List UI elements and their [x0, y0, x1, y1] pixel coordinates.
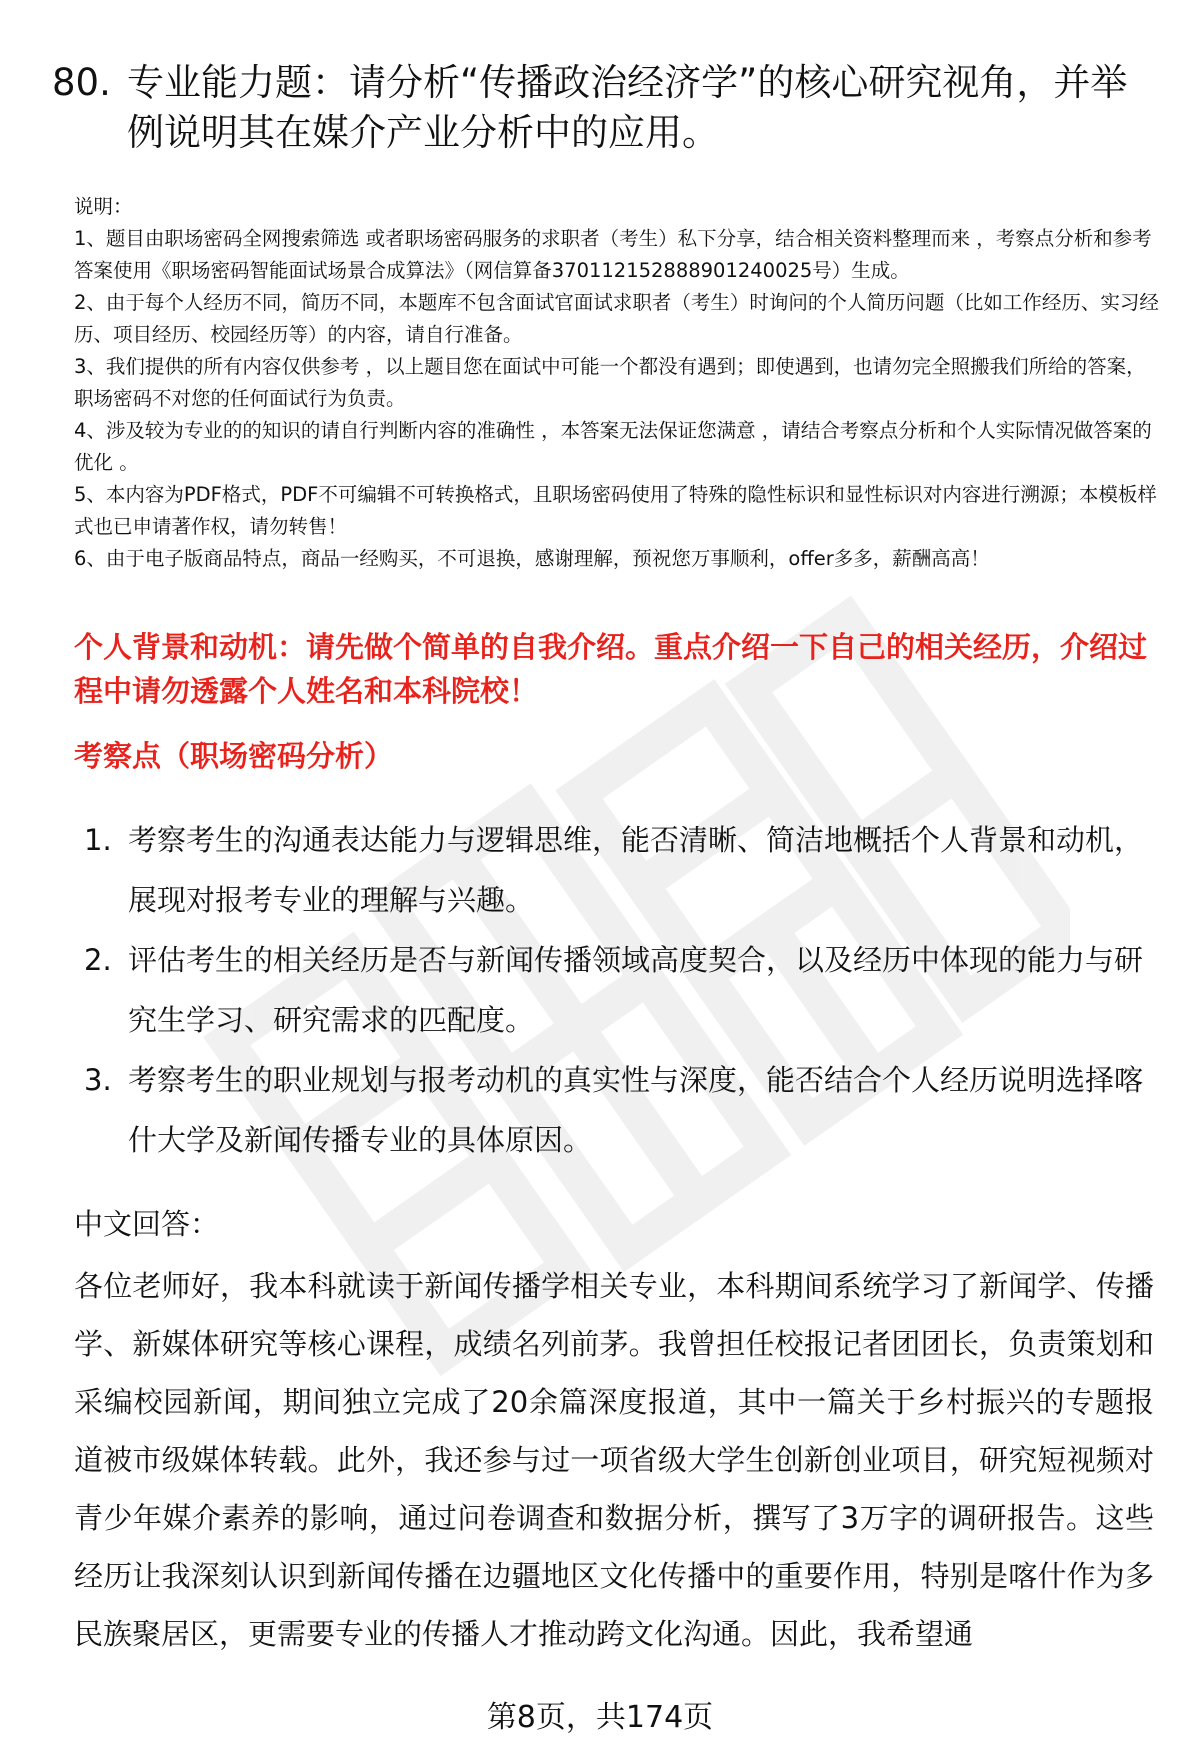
note-item: 6、由于电子版商品特点，商品一经购买，不可退换，感谢理解，预祝您万事顺利，offer多多，薪酬高高！ — [74, 547, 990, 570]
answer-body: 各位老师好，我本科就读于新闻传播学相关专业，本科期间系统学习了新闻学、传播学、新媒体研究等核心课程，成绩名列前茅。我曾担任校报记者团团长，负责策划和采编校园新闻，期间独立完成了20余篇深度报道，其中一篇关于乡村振兴的专题报道被市级媒体转载。此外，我还参与过一项省级大学生创新创业项目，研究短视频对青少年媒介素养的影响，通过问卷调查和数据分析，撰写了3万字的调研报告。这些经历让我深刻认识到新闻传播在边疆地区文化传播中的重要作用，特别是喀什作为多民族聚居区，更需要专业的传播人才推动跨文化沟通。因此，我希望通 — [74, 1269, 1154, 1651]
point-number: 1. — [84, 823, 112, 857]
note-item: 2、由于每个人经历不同，简历不同，本题库不包含面试官面试求职者（考生）时询问的个人简历问题（比如工作经历、实习经历、项目经历、校园经历等）的内容，请自行准备。 — [74, 291, 1159, 346]
point-number: 2. — [84, 943, 112, 977]
point-text: 考察考生的沟通表达能力与逻辑思维，能否清晰、简洁地概括个人背景和动机，展现对报考专业的理解与兴趣。 — [128, 823, 1144, 917]
list-item — [84, 1050, 1154, 1170]
question-title — [52, 58, 1152, 158]
notes-title: 说明： — [74, 195, 133, 218]
list-item — [84, 810, 1154, 930]
note-item: 4、涉及较为专业的的知识的请自行判断内容的准确性 ，本答案无法保证您满意 ，请结合考察点分析和个人实际情况做答案的优化 。 — [74, 419, 1152, 474]
question-text: 专业能力题：请分析“传播政治经济学”的核心研究视角，并举例说明其在媒介产业分析中的应用。 — [127, 61, 1128, 154]
notes-block — [74, 191, 1159, 575]
note-item: 1、题目由职场密码全网搜索筛选 或者职场密码服务的求职者（考生）私下分享，结合相关资料整理而来 ，考察点分析和参考答案使用《职场密码智能面试场景合成算法》（网信算备370112152888901240025号）生成。 — [74, 227, 1152, 282]
point-text: 考察考生的职业规划与报考动机的真实性与深度，能否结合个人经历说明选择喀什大学及新闻传播专业的具体原因。 — [128, 1063, 1144, 1157]
answer-label: 中文回答： — [74, 1207, 220, 1241]
point-text: 评估考生的相关经历是否与新闻传播领域高度契合，以及经历中体现的能力与研究生学习、研究需求的匹配度。 — [128, 943, 1144, 1037]
assessment-points-list — [84, 810, 1154, 1170]
note-item: 5、本内容为PDF格式，PDF不可编辑不可转换格式，且职场密码使用了特殊的隐性标识和显性标识对内容进行溯源；本模板样式也已申请著作权，请勿转售！ — [74, 483, 1157, 538]
page-footer: 第8页，共174页 — [486, 1700, 714, 1735]
list-item — [84, 930, 1154, 1050]
question-number: 80. — [52, 61, 111, 104]
point-number: 3. — [84, 1063, 112, 1097]
note-item: 3、我们提供的所有内容仅供参考 ，以上题目您在面试中可能一个都没有遇到；即使遇到，也请勿完全照搬我们所给的答案，职场密码不对您的任何面试行为负责。 — [74, 355, 1146, 410]
section-subheading: 考察点（职场密码分析） — [74, 739, 394, 773]
section-heading: 个人背景和动机：请先做个简单的自我介绍。重点介绍一下自己的相关经历，介绍过程中请勿透露个人姓名和本科院校！ — [74, 630, 1148, 708]
